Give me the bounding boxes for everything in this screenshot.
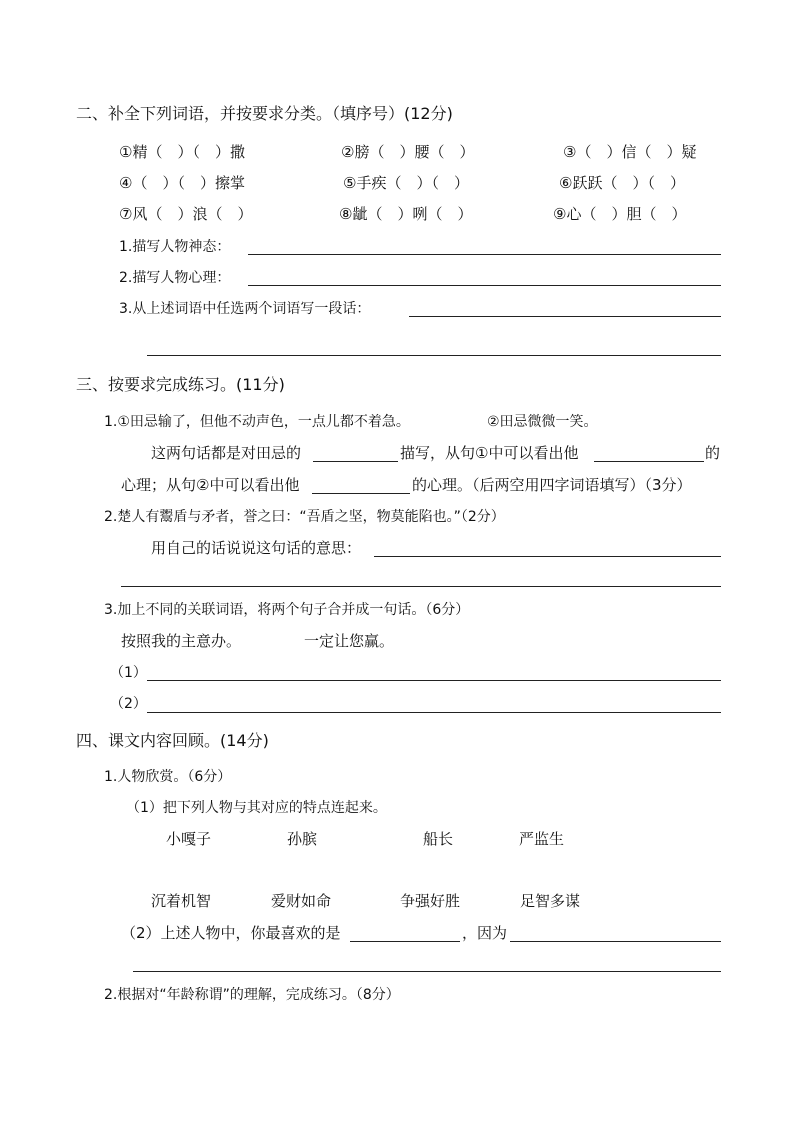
person-3: 船长 (423, 830, 454, 848)
q3-1-line3-b: 的心理。（后两空用四字词语填写）（3分） (412, 476, 692, 494)
q2-3-label: 3.从上述词语中任选两个词语写一段话： (119, 301, 371, 317)
trait-3: 争强好胜 (400, 892, 461, 910)
q3-1-blank-3[interactable] (312, 493, 410, 494)
word-6: ⑥跃跃（ ）（ ） (559, 174, 685, 192)
q2-2-answer-line[interactable] (248, 285, 721, 286)
q3-3-num-1: （1） (110, 665, 147, 681)
q3-1-blank-2[interactable] (594, 461, 704, 462)
q4-1-2-blank-2[interactable] (510, 941, 721, 942)
q3-3-num-2: （2） (110, 696, 147, 712)
q3-1-sentence-1: 1.①田忌输了，但他不动声色，一点儿都不着急。 (104, 414, 410, 430)
q4-1-2-answer-line-2[interactable] (133, 971, 721, 972)
q4-1-2-because: ，因为 (462, 924, 508, 942)
word-3: ③（ ）信（ ）疑 (563, 143, 697, 161)
word-9: ⑨心（ ）胆（ ） (553, 205, 687, 223)
q3-1-line2-a: 这两句话都是对田忌的 (151, 444, 302, 462)
q2-3-answer-line-2[interactable] (147, 355, 721, 356)
trait-4: 足智多谋 (520, 892, 581, 910)
trait-2: 爱财如命 (271, 892, 332, 910)
q3-2-answer-line-2[interactable] (121, 586, 721, 587)
person-4: 严监生 (519, 830, 565, 848)
q3-3-sentence-2: 一定让您赢。 (304, 632, 395, 650)
q4-2-label: 2.根据对“年龄称谓”的理解，完成练习。（8分） (104, 987, 400, 1003)
section-4-title: 四、课文内容回顾。(14分) (76, 731, 269, 750)
q2-2-label: 2.描写人物心理： (119, 270, 231, 286)
q3-2-answer-line[interactable] (374, 556, 721, 557)
q3-1-line3-a: 心理；从句②中可以看出他 (121, 476, 300, 494)
q2-1-label: 1.描写人物神态： (119, 239, 231, 255)
word-4: ④（ ）（ ）擦掌 (119, 174, 245, 192)
q3-2-label: 2.楚人有鬻盾与矛者，誉之曰：“吾盾之坚，物莫能陷也。”（2分） (104, 509, 505, 525)
word-8: ⑧龇（ ）咧（ ） (339, 205, 473, 223)
q3-2-prompt: 用自己的话说说这句话的意思： (151, 539, 362, 557)
q4-1-2-label: （2）上述人物中，你最喜欢的是 (121, 924, 341, 942)
word-1: ①精（ ）（ ）撒 (119, 143, 245, 161)
trait-1: 沉着机智 (151, 892, 212, 910)
q4-1-label: 1.人物欣赏。（6分） (104, 769, 232, 785)
q3-3-answer-line-2[interactable] (147, 712, 721, 713)
q3-3-sentence-1: 按照我的主意办。 (121, 632, 242, 650)
q3-1-line2-b: 描写，从句①中可以看出他 (400, 444, 579, 462)
q3-1-line2-c: 的 (705, 444, 721, 462)
person-2: 孙膑 (287, 830, 318, 848)
q3-3-label: 3.加上不同的关联词语，将两个句子合并成一句话。（6分） (104, 602, 470, 618)
q3-1-sentence-2: ②田忌微微一笑。 (487, 414, 598, 430)
q4-1-2-blank-1[interactable] (350, 941, 460, 942)
section-2-title: 二、补全下列词语，并按要求分类。（填序号）(12分) (76, 104, 453, 123)
word-2: ②膀（ ）腰（ ） (341, 143, 475, 161)
word-7: ⑦风（ ）浪（ ） (119, 205, 253, 223)
word-5: ⑤手疾（ ）（ ） (343, 174, 469, 192)
q3-1-blank-1[interactable] (313, 461, 398, 462)
section-3-title: 三、按要求完成练习。(11分) (76, 375, 285, 394)
q4-1-1-label: （1）把下列人物与其对应的特点连起来。 (126, 800, 387, 816)
person-1: 小嘎子 (166, 830, 212, 848)
q2-1-answer-line[interactable] (248, 254, 721, 255)
q3-3-answer-line-1[interactable] (147, 680, 721, 681)
q2-3-answer-line[interactable] (409, 316, 721, 317)
